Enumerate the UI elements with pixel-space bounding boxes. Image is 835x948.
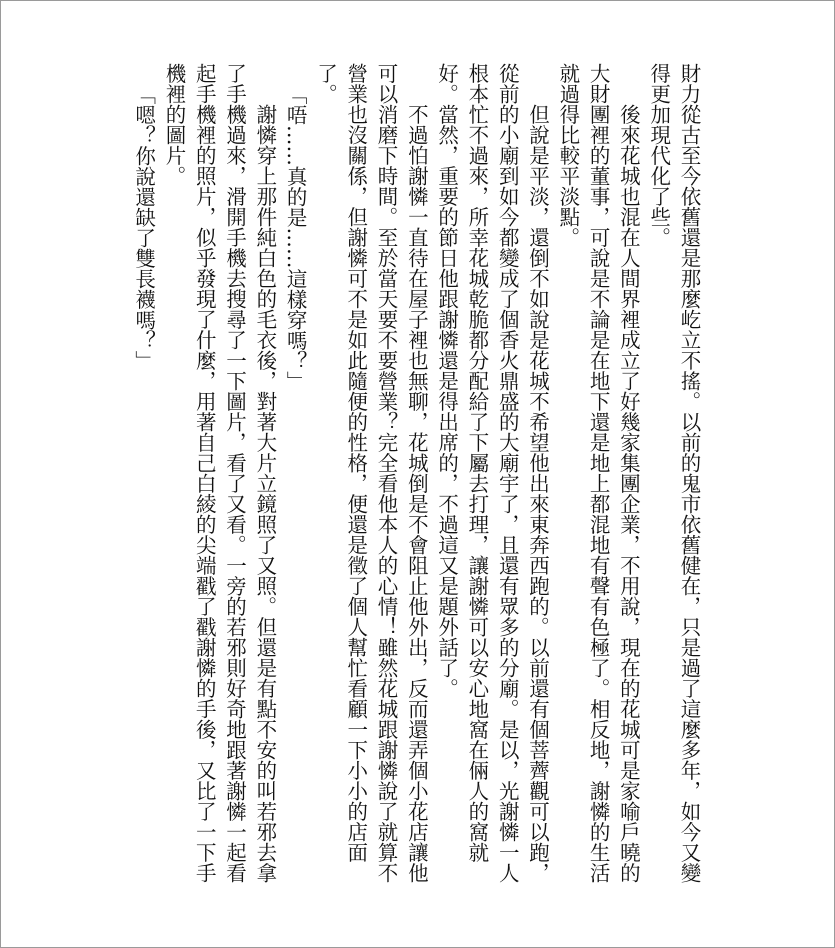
- paragraph-1: 財力從古至今依舊還是那麼屹立不搖。以前的鬼市依舊健在，只是過了這麼多年，如今又變得更加現代化了些。: [646, 63, 701, 883]
- paragraph-5: 謝憐穿上那件純白色的毛衣後，對著大片立鏡照了又照。但還是有點不安的叫若邪去拿了手機過來，滑開手機去搜尋了一下圖片，看了又看。一旁的若邪則好奇地跟著謝憐一起看起手機裡的照片，似乎發現了什麼，用著自己白綾的尖端戳了戳謝憐的手後，又比了一下手機裡的圖片。: [161, 63, 277, 883]
- paragraph-3: 但說是平淡，還倒不如說是花城不希望他出來東奔西跑的。以前還有個菩薺觀可以跑，從前的小廟到如今都變成了個香火鼎盛的大廟宇了，且還有眾多的分廟。是以，光謝憐一人根本忙不過來，所幸花城乾脆都分配給了下屬去打理，讓謝憐可以安心地窩在倆人的窩就好。當然，重要的節日他跟謝憐還是得出席的，不過這又是題外話了。: [434, 63, 550, 883]
- paragraph-2: 後來花城也混在人間界裡成立了好幾家集團企業，不用說，現在的花城可是家喻戶曉的大財團裡的董事，可說是不論是在地下還是地上都混地有聲有色極了。相反地，謝憐的生活就過得比較平淡點。: [555, 63, 641, 883]
- paragraph-4: 不過怕謝憐一直待在屋子裡也無聊，花城倒是不會阻止他外出，反而還弄個小花店讓他可以消磨下時間。至於當天要不要營業？完全看他本人的心情！雖然花城跟謝憐說了就算不營業也沒關係，但謝憐可不是如此隨便的性格，便還是徵了個人幫忙看顧一下小小的店面了。: [313, 63, 429, 883]
- dialogue-2: 「嗯？你說還缺了雙長襪嗎？」: [131, 83, 156, 371]
- vertical-text-body: [128, 63, 704, 893]
- dialogue-1: 「唔……真的是……這樣穿嗎？」: [283, 83, 308, 391]
